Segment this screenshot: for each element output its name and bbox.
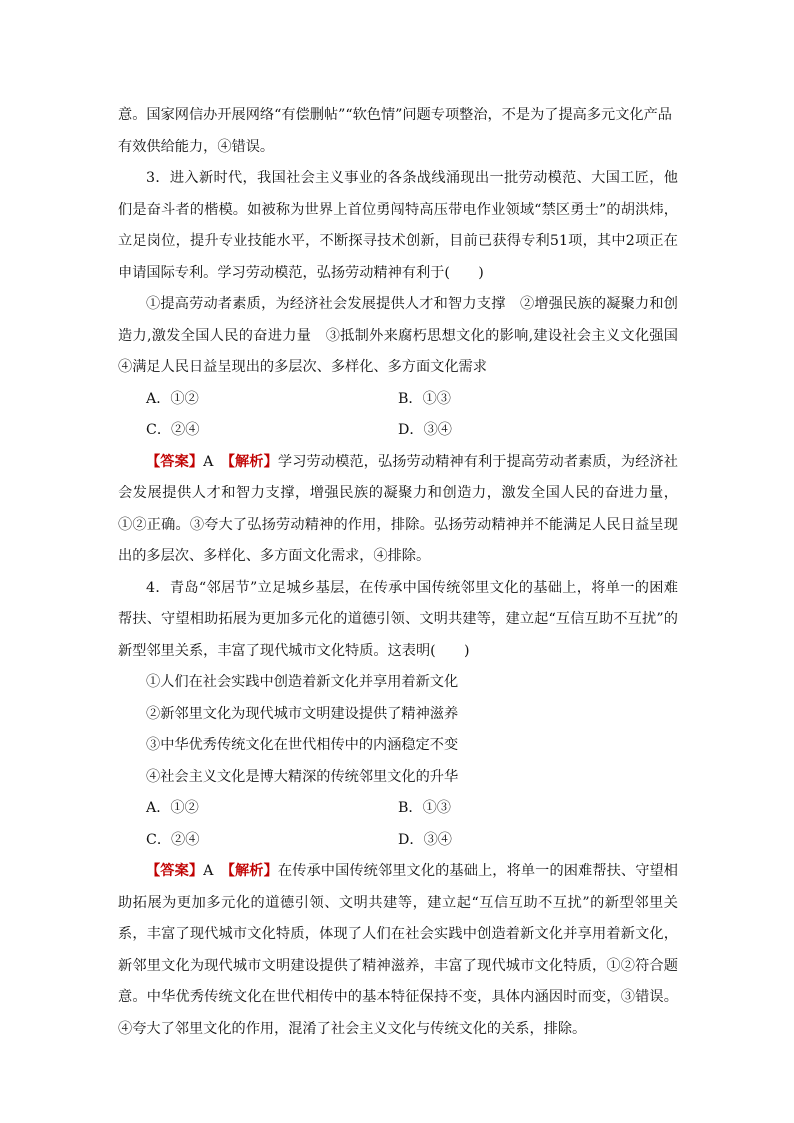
- analysis-text: 在传承中国传统邻里文化的基础上，将单一的困难帮扶、守望相助拓展为更加多元化的道德引领、文明共建等，建立起“互信互助不互扰”的新型邻里关系，丰富了现代城市文化特质，体现了人们在社会实践中创造着新文化并享用着新文化，新邻里文化为现代城市文明建设提供了精神滋养，丰富了现代城市文化特质，①②符合题意。中华优秀传统文化在世代相传中的基本特征保持不变，具体内涵因时而变，③错误。④夸大了邻里文化的作用，混淆了社会主义文化与传统文化的关系，排除。: [118, 863, 678, 1037]
- question-3-option-c: C．②④: [146, 422, 200, 438]
- question-4-option-c: C．②④: [146, 831, 200, 848]
- answer-tag: 【答案】: [146, 863, 204, 879]
- question-4-stem: 4．青岛“邻居节”立足城乡基层，在传承中国传统邻里文化的基础上，将单一的困难帮扶、守望相助拓展为更加多元化的道德引领、文明共建等，建立起“互信互助不互扰”的新型邻里关系，丰富了现代城市文化特质。这表明( ): [118, 579, 678, 659]
- answer-value: A: [203, 863, 214, 879]
- question-4-options-row-2: [118, 825, 678, 857]
- analysis-text: 学习劳动模范，弘扬劳动精神有利于提高劳动者素质，为经济社会发展提供人才和智力支撑，增强民族的凝聚力和创造力，激发全国人民的奋进力量，①②正确。③夸大了弘扬劳动精神的作用，排除。弘扬劳动精神并不能满足人民日益呈现出的多层次、多样化、多方面文化需求，④排除。: [118, 453, 678, 564]
- analysis-tag: 【解析】: [227, 863, 278, 879]
- question-3-statements: ①提高劳动者素质，为经济社会发展提供人才和智力支撑 ②增强民族的凝聚力和创造力,激发全国人民的奋进力量 ③抵制外来腐朽思想文化的影响,建设社会主义文化强国 ④满足人民日益呈现出的多层次、多样化、多方面文化需求: [118, 296, 693, 375]
- question-3-options-row-2: [118, 415, 678, 447]
- question-3-option-b: B．①③: [398, 390, 451, 407]
- question-4-options-row-1: [118, 793, 678, 825]
- analysis-tag: 【解析】: [227, 453, 278, 470]
- question-3-option-a: A．①②: [146, 390, 199, 407]
- question-4-statement-1: ①人们在社会实践中创造着新文化并享用着新文化: [146, 674, 459, 690]
- question-3-answer: [118, 447, 678, 573]
- question-4-option-d: D．③④: [398, 831, 452, 848]
- answer-tag: 【答案】: [146, 453, 204, 470]
- question-3-stem: 3．进入新时代，我国社会主义事业的各条战线涌现出一批劳动模范、大国工匠，他们是奋斗者的楷模。如被称为世界上首位勇闯特高压带电作业领域“禁区勇士”的胡洪炜，立足岗位，提升专业技能水平，不断探寻技术创新，目前已获得专利51项，其中2项正在申请国际专利。学习劳动模范，弘扬劳动精神有利于( ): [118, 170, 678, 281]
- answer-value: A: [203, 453, 214, 470]
- document-page: [118, 100, 693, 1045]
- question-3-options-row-1: [118, 384, 678, 416]
- intro-line-2: 有效供给能力，④错误。: [118, 138, 275, 155]
- question-4-option-a: A．①②: [146, 800, 199, 816]
- question-4-statement-4: ④社会主义文化是博大精深的传统邻里文化的升华: [146, 768, 459, 785]
- question-4-answer: [118, 856, 678, 1045]
- question-3-option-d: D．③④: [398, 422, 452, 438]
- question-4-statement-3: ③中华优秀传统文化在世代相传中的内涵稳定不变: [146, 737, 459, 753]
- question-4-option-b: B．①③: [398, 800, 451, 816]
- question-4-statement-2: ②新邻里文化为现代城市文明建设提供了精神滋养: [146, 705, 459, 722]
- intro-line-1: 意。国家网信办开展网络“有偿删帖”“软色情”问题专项整治，不是为了提高多元文化产品: [118, 107, 672, 123]
